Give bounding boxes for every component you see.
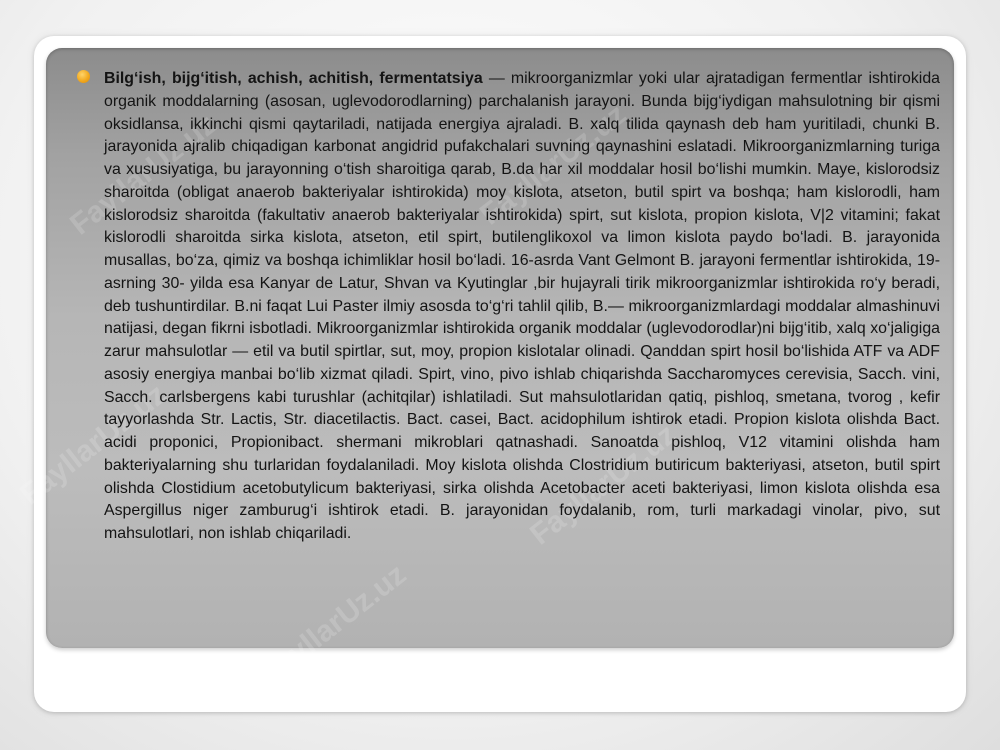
slide-term: Bilg‘ish, bijg‘itish, achish, achitish, fermentatsiya [104, 70, 483, 87]
watermark: FayllarUz.uz [64, 107, 223, 242]
watermark: FayllarUz.uz [524, 417, 683, 552]
bullet-icon [77, 70, 90, 83]
watermark: FayllarUz.uz [474, 97, 633, 232]
watermark: FayllarUz.uz [254, 557, 413, 692]
watermark: FayllarUz.uz [14, 377, 173, 512]
slide-body-paragraph [104, 68, 940, 546]
slide-definition: — mikroorganizmlar yoki ular ajratadigan fermentlar ishtirokida organik moddalarning (asosan, uglevodorodlarning) parchalanish jarayoni. Bunda bijg‘iydigan mahsulotning bir qismi oksidlansa, ikkinchi qismi qaytariladi, natijada energiya ajraladi. B. xalq tilida qaynash deb ham yuritiladi, chunki B. jarayonida ajralib chiqadigan karbonat angidrid pufakchalari suvning qaynashini eslatadi. Mikroorganizmlarning turiga va xususiyatiga, bu jarayonning o‘tish sharoitiga qarab, B.da har xil moddalar hosil bo‘lishi mumkin. Maye, kislorodsiz sharoitda (obligat anaerob bakteriyalar ishtirokida) moy kislota, atseton, butil spirt va boshqa; ham kislorodli, ham kislorodsiz sharoitda (fakultativ anaerob bakteriyalar ishtirokida) spirt, sut kislota, propion kislota, V|2 vitamini; fakat kislorodli sharoitda sirka kislota, atseton, etil spirt, butilenglikoxol va limon kislota paydo bo‘ladi. B. jarayonida musallas, bo‘za, qimiz va boshqa ichimliklar hosil bo‘ladi. 16-asrda Vant Gelmont B. jarayoni fermentlar ishtirokida, 19-asrning 30- yilda esa Kanyar de Latur, Shvan va Kyutinglar ,bir hujayrali tirik mikroorganizmlar ishtirokida ro‘y beradi, deb tushuntirdilar. B.ni faqat Lui Paster ilmiy asosda to‘g‘ri tahlil qilib, B.— mikroorganizmlardagi moddalar almashinuvi natijasi, degan fikrni isbotladi. Mikroorganizmlar ishtirokida organik moddalar (uglevodorodlar)ni bijg‘itib, xalq xo‘jaligiga zarur mahsulotlar — etil va butil spirtlar, sut, moy, propion kislotalar olinadi. Qanddan spirt hosil bo‘lishida ATF va ADF asosiy energiya manbai bo‘lib xizmat qiladi. Spirt, vino, pivo ishlab chiqarishda Saccharomyces cerevisia, Sacch. vini, Sacch. carlsbergens kabi turushlar (achitqilar) ishlatiladi. Sut mahsulotlaridan qatiq, pishloq, smetana, tvorog , kefir tayyorlashda Str. Lactis, Str. diacetilactis. Bact. casei, Bact. acidophilum ishtirok etadi. Propion kislota olishda Bact. acidi proponici, Propionibact. shermani mikroblari qatnashadi. Sanoatda pishloq, V12 vitamini olishda ham bakteriyalarning shu turlaridan foydalaniladi. Moy kislota olishda Clostridium butiricum bakteriyasi, atseton, butil spirt olishda Clostidium acetobutylicum bakteriyasi, sirka olishda Acetobacter aceti bakteriyasi, limon kislota olishda esa Aspergillus niger zamburug‘i ishtirok etadi. B. jarayonidan foydalanib, rom, turli markadagi vinolar, pivo, sut mahsulotlari, non ishlab chiqariladi. [104, 70, 940, 542]
